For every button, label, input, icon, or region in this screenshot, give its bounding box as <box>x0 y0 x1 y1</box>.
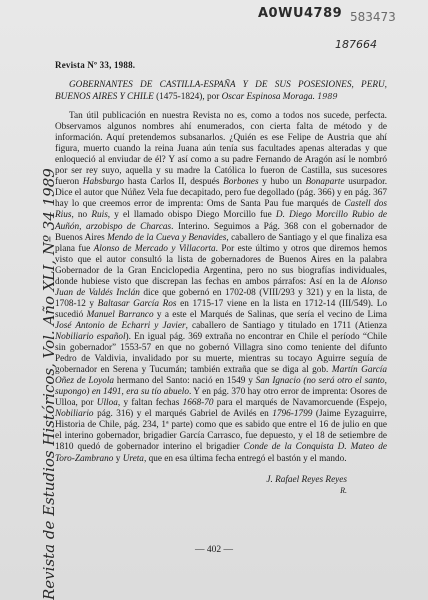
stamp-number: 583473 <box>350 10 396 24</box>
pen-year: 1989 <box>317 92 338 102</box>
article-title: GOBERNANTES DE CASTILLA-ESPAÑA Y DE SUS POSESIONES, PERU, BUENOS AIRES Y CHILE <box>55 80 387 103</box>
article-subhead <box>55 80 387 103</box>
article-dates: (1475-1824), <box>156 92 205 103</box>
article-content <box>55 60 387 496</box>
revista-heading: Revista Nº 33, 1988. <box>55 60 136 70</box>
signature-mark: R. <box>340 485 347 495</box>
article-author: Oscar Espinosa Moraga. <box>221 92 315 103</box>
signature-name: J. Rafael Reyes Reyes <box>266 474 347 485</box>
handwritten-number: 187664 <box>335 38 377 51</box>
margin-note: Revista de Estudios Históricos, Vol. Año XLI, Nº 34 1989 <box>40 168 58 600</box>
signature <box>55 475 347 496</box>
body-paragraph: Tan útil publicación en nuestra Revista no es, como a todos nos sucede, perfecta. Observamos algunos nombres ahí enumerados, con cierta falta de método y de información. Aquí pretendemos subsanarlos. ¿Quién es ese Felipe de Austria que ahí figura, muerto cuando la reina Juana aún tenía sus facultades apenas alteradas y que enloqueció al enviudar de él? Y así como a su padre Fernando de Aragón así le nombró por ser rey suyo, aquella y su madre la Católica lo fueron de Castilla, sus sucesores fueron Habsburgo hasta Carlos II, después Borbones y hubo un Bonaparte usurpador. Dice el autor que Núñez Vela fue decapitado, pero fue degollado (pág. 366) y en pág. 367 hay lo que creemos error de imprenta: Oms de Santa Pau fue marqués de Castell dos Rius, no Ruis, y el llamado obispo Diego Morcillo fue D. Diego Morcillo Rubio de Auñón, arzobispo de Charcas. Interino. Seguimos a Pág. 368 con el gobernador de Buenos Aires Mendo de la Cueva y Benavides, caballero de Santiago y el que finaliza esa plana fue Alonso de Mercado y Villacorta. Por este último y otros que diremos hemos visto que el autor consultó la lista de gobernadores de Buenos Aires en la palabra Gobernador de la Gran Enciclopedia Argentina, pero no sus biografías individuales, donde hubiese visto que discrepan las fechas en ambos párrafos: Así en la de Alonso Juan de Valdés Inclán dice que gobernó en 1702-08 (VIII/293 y 321) y en la lista, de 1708-12 y Baltasar García Ros en 1715-17 viene en la lista en 1712-14 (III/549). Lo sucedió Manuel Barranco y a este el Marqués de Salinas, que sería el vecino de Lima José Antonio de Echarri y Javier, caballero de Santiago y titulado en 1711 (Atienza Nobiliario español). En igual pág. 369 extraña no encontrar en Chile el período “Chile sin gobernador” 1553-57 en que no gobernó Villagra sino como teniente del difunto Pedro de Valdivia, invalidado por su muerte, mientras su tocayo Aguirre seguía de gobernador en Serena y Tucumán; también extraña que se diga al gob. Martín García Oñez de Loyola hermano del Santo: nació en 1549 y San Ignacio (no será otro el santo, supongo) en 1491, era su tío abuelo. Y en pág. 370 hay otro error de imprenta: Osores de Ulloa, por Ulloa, y faltan fechas 1668-70 para el marqués de Navamorcuende (Espejo, Nobiliario pág. 316) y el marqués Gabriel de Avilés en 1796-1799 (Jaime Eyzaguirre, Historia de Chile, pág. 234, 1ª parte) como que es sabido que entre el 16 de julio en que el interino gobernador, brigadier García Carrasco, fue depuesto, y el 18 de setiembre de 1810 quedó de gobernador interino el brigadier Conde de la Conquista D. Mateo de Toro-Zambrano y Ureta, que en esa última fecha entregó el bastón y el mando. <box>55 111 388 464</box>
handwritten-code: A0WU4789 <box>258 6 343 21</box>
page-number: — 402 — <box>195 545 233 555</box>
article-by: por <box>206 92 220 103</box>
